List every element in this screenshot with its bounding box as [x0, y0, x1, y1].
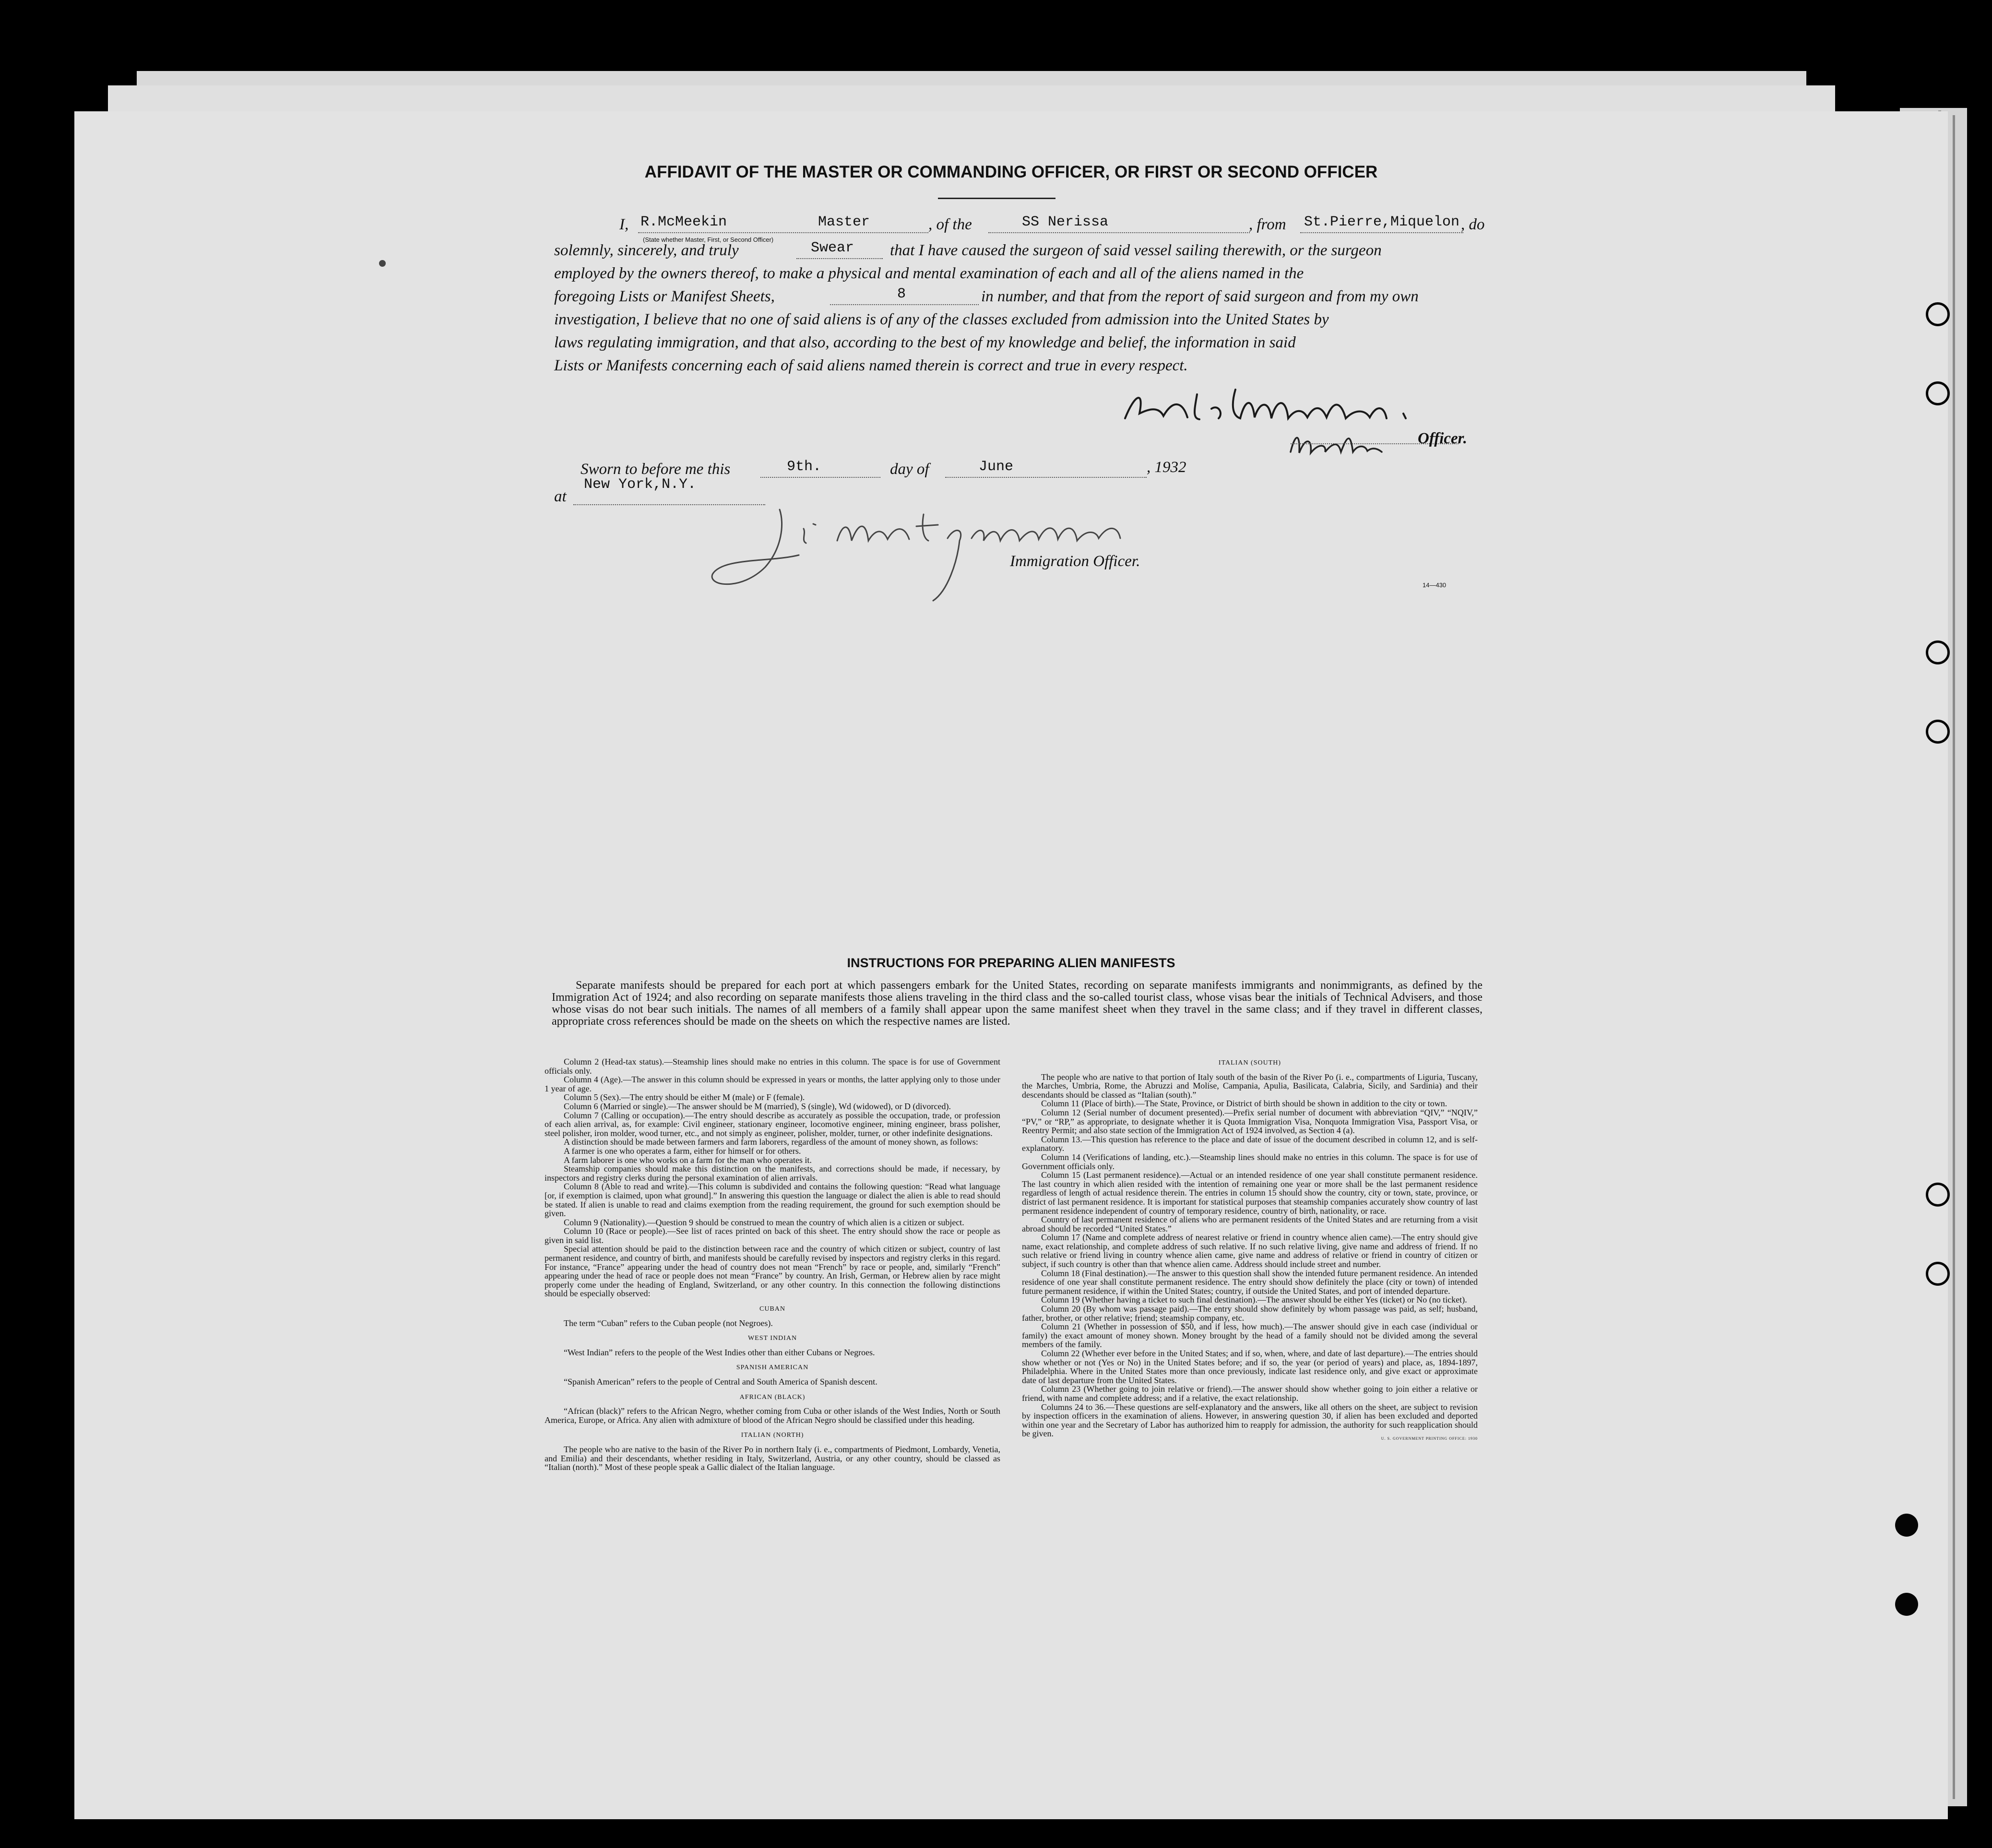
instruction-paragraph: Column 9 (Nationality).—Question 9 should be construed to mean the country of which alien is a citizen or subject. [564, 1217, 964, 1227]
instruction-paragraph: Country of last permanent residence of aliens who are permanent residents of the United States and are returning from a visit abroad should be recorded “United States.” [1022, 1215, 1478, 1233]
departure-port: St.Pierre,Miquelon [1304, 214, 1460, 230]
line-text: day of [890, 461, 929, 478]
affidavit-line-3: employed by the owners thereof, to make a physical and mental examination of each and all of the aliens named in the [554, 265, 1304, 282]
section-text: The term “Cuban” refers to the Cuban people (not Negroes). [564, 1318, 773, 1328]
section-text: “West Indian” refers to the people of the West Indies other than either Cubans or Negroes. [564, 1347, 875, 1357]
affidavit-from: , from [1249, 216, 1286, 233]
section-heading: CUBAN [759, 1305, 785, 1313]
affidavit-title: AFFIDAVIT OF THE MASTER OR COMMANDING OFFICER, OR FIRST OR SECOND OFFICER [644, 163, 1378, 181]
fill-rule [988, 232, 1250, 233]
officer-rank: Master [818, 214, 870, 230]
section-heading: WEST INDIAN [747, 1335, 797, 1342]
binder-hole [1926, 381, 1950, 405]
state-note: (State whether Master, First, or Second Officer) [643, 236, 774, 243]
instructions-intro: Separate manifests should be prepared for each port at which passengers embark for the United States, recording on separate manifests immigrants and nonimmigrants, as defined by the Immigration Act of 1924; and also recording on separate manifests those aliens traveling in the third class and the so-called tourist class, whose visas bear the initials of Technical Advisers, and those whose visas do not bear such initials. The names of all members of a family shall appear upon the same manifest sheet when they travel in the same class; and if they travel in different classes, appropriate cross references should be made on the sheets on which the respective names are listed. [552, 979, 1482, 1028]
instruction-paragraph: Column 23 (Whether going to join relative or friend).—The answer should show whether going to join either a relative or friend, with name and complete address; and if a relative, the exact relationship. [1022, 1384, 1478, 1403]
affidavit-line-2 [554, 242, 1480, 265]
instruction-paragraph: Column 14 (Verifications of landing, etc.).—Steamship lines should make no entries in this column. The space is for use of Government officials only. [1022, 1152, 1478, 1171]
section-heading: SPANISH AMERICAN [736, 1364, 809, 1372]
fill-rule [796, 258, 883, 259]
instruction-paragraph: Column 17 (Name and complete address of nearest relative or friend in country whence alien came).—The entry should give name, exact relationship, and complete address of such relative. If no such relative living, give name and address of friend. If no such relative or friend living in country whence alien came, give name and address of relative or friend in country of citizen or subject, if such country is other than that whence alien came. Address should include street and number. [1022, 1232, 1478, 1269]
binder-hole [1926, 640, 1950, 664]
immigration-officer-label: Immigration Officer. [1010, 553, 1140, 570]
title-rule [938, 198, 1055, 199]
affidavit-do: , do [1461, 216, 1485, 233]
instruction-paragraph: Columns 24 to 36.—These questions are self-explanatory and the answers, like all others on the sheet, are subject to revision by inspection officers in the examination of aliens. However, in answering question 30, if alien has been excluded and deported within one year and the Secretary of Labor has authorized him to reapply for admission, the authority for such reapplication should be given. [1022, 1402, 1478, 1439]
fill-rule [945, 477, 1147, 478]
instruction-paragraph: Column 20 (By whom was passage paid).—The entry should show definitely by whom passage was paid, as self; husband, father, brother, or other relative; friend; steamship company, etc. [1022, 1304, 1478, 1323]
instruction-paragraph: Column 19 (Whether having a ticket to such final destination).—The answer should be either Yes (ticket) or No (no ticket). [1041, 1295, 1467, 1305]
instructions-left-column [545, 1057, 1000, 1472]
affidavit-line-1 [554, 214, 1485, 239]
section-heading: ITALIAN (SOUTH) [1218, 1059, 1281, 1066]
line-text: foregoing Lists or Manifest Sheets, [554, 288, 775, 305]
binder-hole [1895, 1514, 1918, 1537]
binder-hole [1926, 1262, 1950, 1286]
instruction-paragraph: Column 10 (Race or people).—See list of races printed on back of this sheet. The entry should show the race or people as given in said list. [545, 1226, 1000, 1245]
ink-smudge [379, 260, 386, 267]
sworn-year: , 1932 [1147, 459, 1186, 476]
oath-type: Swear [811, 240, 854, 256]
affidavit-line-6: laws regulating immigration, and that also, according to the best of my knowledge and belief, the information in said [554, 334, 1296, 351]
instruction-paragraph: Column 7 (Calling or occupation).—The entry should describe as accurately as possible the occupation, trade, or profession of each alien arrival, as, for example: Civil engineer, stationary engineer, locomotive engineer, mining engineer, brass polisher, steel polisher, iron molder, wood turner, etc., and not simply as engineer, polisher, molder, turner, or other indefinite designations. [545, 1110, 1000, 1138]
master-name: R.McMeekin [640, 214, 727, 230]
instruction-paragraph: Steamship companies should make this distinction on the manifests, and corrections should be made, if necessary, by inspectors and registry clerks during the personal examination of alien arrivals. [545, 1164, 1000, 1183]
document-page [74, 111, 1948, 1819]
binder-hole [1926, 302, 1950, 326]
affidavit-line-5: investigation, I believe that no one of said aliens is of any of the classes excluded from admission into the United States by [554, 311, 1329, 328]
section-text: “African (black)” refers to the African Negro, whether coming from Cuba or other islands of the West Indies, North or South America, Europe, or Africa. Any alien with admixture of blood of the African Negro should be classified under this heading. [545, 1406, 1000, 1425]
instruction-paragraph: Column 13.—This question has reference to the place and date of issue of the document described in column 12, and is self-explanatory. [1022, 1134, 1478, 1153]
section-heading: AFRICAN (BLACK) [739, 1393, 806, 1401]
binder-hole [1926, 720, 1950, 744]
printing-office: U. S. GOVERNMENT PRINTING OFFICE: 1930 [1381, 1436, 1478, 1441]
instruction-paragraph: Column 11 (Place of birth).—The State, Province, or District of birth should be shown in addition to the city or town. [1041, 1099, 1447, 1109]
sworn-line [581, 461, 1506, 484]
fill-rule [830, 304, 979, 305]
instruction-paragraph: A distinction should be made between farmers and farm laborers, regardless of the amount of money shown, as follows: [564, 1137, 978, 1147]
affidavit-line-4 [554, 288, 1480, 311]
officer-label: Officer. [1418, 430, 1467, 447]
fill-rule [638, 232, 928, 233]
instructions-right-column [1022, 1059, 1478, 1444]
line-text: in number, and that from the report of said surgeon and from my own [981, 288, 1419, 305]
instruction-paragraph: The people who are native to that portion of Italy south of the basin of the River Po (i. e., compartments of Liguria, Tuscany, the Marches, Umbria, Rome, the Abruzzi and Molise, Campania, Apulia, Basilicata, Calabria, Sicily, and Sardinia) and their descendants should be classed as “Italian (south).” [1022, 1072, 1478, 1100]
line-text: that I have caused the surgeon of said vessel sailing therewith, or the surgeon [890, 242, 1382, 259]
instruction-paragraph: Column 2 (Head-tax status).—Steamship lines should make no entries in this column. The space is for use of Government officials only. [545, 1057, 1000, 1076]
affidavit-prefix: I, [619, 216, 629, 233]
instruction-paragraph: Column 5 (Sex).—The entry should be either M (male) or F (female). [564, 1092, 805, 1102]
sworn-place: New York,N.Y. [584, 476, 697, 493]
instruction-paragraph: Column 6 (Married or single).—The answer should be M (married), S (single), Wd (widowed), or D (divorced). [564, 1101, 951, 1111]
fill-rule [760, 477, 880, 478]
line-text: at [554, 488, 567, 505]
section-text: “Spanish American” refers to the people of Central and South America of Spanish descent. [564, 1377, 877, 1386]
section-text: The people who are native to the basin of the River Po in northern Italy (i. e., compartments of Piedmont, Lombardy, Venetia, and Emilia) and their descendants, whether residing in Italy, Switzerland, Austria, or any other country, should be classed as “Italian (north).” Most of these people speak a Gallic dialect of the Italian language. [545, 1444, 1000, 1472]
instruction-paragraph: A farm laborer is one who works on a farm for the man who operates it. [564, 1155, 812, 1165]
sworn-day: 9th. [787, 459, 822, 475]
sworn-month: June [979, 459, 1014, 475]
instruction-paragraph: A farmer is one who operates a farm, either for himself or for others. [564, 1146, 801, 1156]
binder-hole [1926, 1183, 1950, 1207]
instruction-paragraph: Column 12 (Serial number of document presented).—Prefix serial number of document with abbreviation “QIV,” “NQIV,” “PV,” or “RP,” as appropriate, to designate whether it is Quota Immigration Visa, Nonquota Immigration Visa, Passport Visa, or Reentry Permit; and also state section of the Immigration Act of 1924 involved, as Section 4 (a). [1022, 1107, 1478, 1136]
instruction-paragraph: Column 22 (Whether ever before in the United States; and if so, when, where, and date of last departure).—The entries should show whether or not (Yes or No) in the United States before; and if so, the year (or period of years) and place, as, 1894-1897, Philadelphia. Where in the United States more than once previously, indicate last residence only, and give exact or approximate date of last departure from the United States. [1022, 1349, 1478, 1385]
instruction-paragraph: Column 8 (Able to read and write).—This column is subdivided and contains the following question: “Read what language [or, if exemption is claimed, upon what ground].” In answering this question the language or dialect the alien is able to read should be stated. If alien is unable to read and claims exemption from the reading requirement, the ground for such exemption should be given. [545, 1182, 1000, 1219]
instructions-title: INSTRUCTIONS FOR PREPARING ALIEN MANIFESTS [847, 956, 1175, 970]
stacked-sheet-edge [1953, 115, 1955, 1799]
instruction-paragraph: Column 15 (Last permanent residence).—Actual or an intended residence of one year shall constitute permanent residence. The last country in which alien resided with the intention of remaining one year or more shall be the last permanent residence regardless of length of actual residence therein. The entries in column 15 should show the country, city or town, state, province, or district of last permanent residence. It is important for statistical purposes that steamship companies accurately show country of last permanent residence independent of country of temporary residence, country of birth, nationality, or race. [1022, 1170, 1478, 1216]
sheet-count: 8 [897, 286, 906, 302]
affidavit-line-7: Lists or Manifests concerning each of said aliens named therein is correct and true in every respect. [554, 357, 1188, 374]
section-heading: ITALIAN (NORTH) [741, 1432, 804, 1439]
affidavit-of-the: , of the [928, 216, 972, 233]
instruction-paragraph: Column 18 (Final destination).—The answer to this question shall show the intended future permanent residence. An intended residence of one year shall constitute permanent residence. The entry should show definitely the place (city or town) of intended future permanent residence, if within the United States; country, if outside the United States, and port of intended departure. [1022, 1268, 1478, 1296]
line-text: Sworn to before me this [581, 461, 731, 478]
instruction-paragraph: Column 4 (Age).—The answer in this column should be expressed in years or months, the latter applying only to those under 1 year of age. [545, 1075, 1000, 1093]
binder-hole [1895, 1593, 1918, 1616]
instruction-paragraph: Special attention should be paid to the distinction between race and the country of which citizen or subject, country of last permanent residence, and country of birth, and manifests should be carefully revised by inspectors and registry clerks in this regard. For instance, “France” appearing under the head of country does not mean “French” by race or people, and, similarly “French” appearing under the head of race or people does not mean “France” by country. An Irish, German, or Hebrew alien by race might properly come under the heading of England, Switzerland, or any other country. In this connection the following distinctions should be especially observed: [545, 1244, 1000, 1299]
line-text: solemnly, sincerely, and truly [554, 242, 739, 259]
form-number: 14—430 [1423, 581, 1447, 589]
instruction-paragraph: Column 21 (Whether in possession of $50, and if less, how much).—The answer should give in each case (individual or family) the exact amount of money shown. Money brought by the head of a family should not be divided among the several members of the family. [1022, 1322, 1478, 1350]
fill-rule [1300, 232, 1463, 233]
officer-rank-signature [1286, 423, 1396, 462]
vessel-name: SS Nerissa [1022, 214, 1109, 230]
